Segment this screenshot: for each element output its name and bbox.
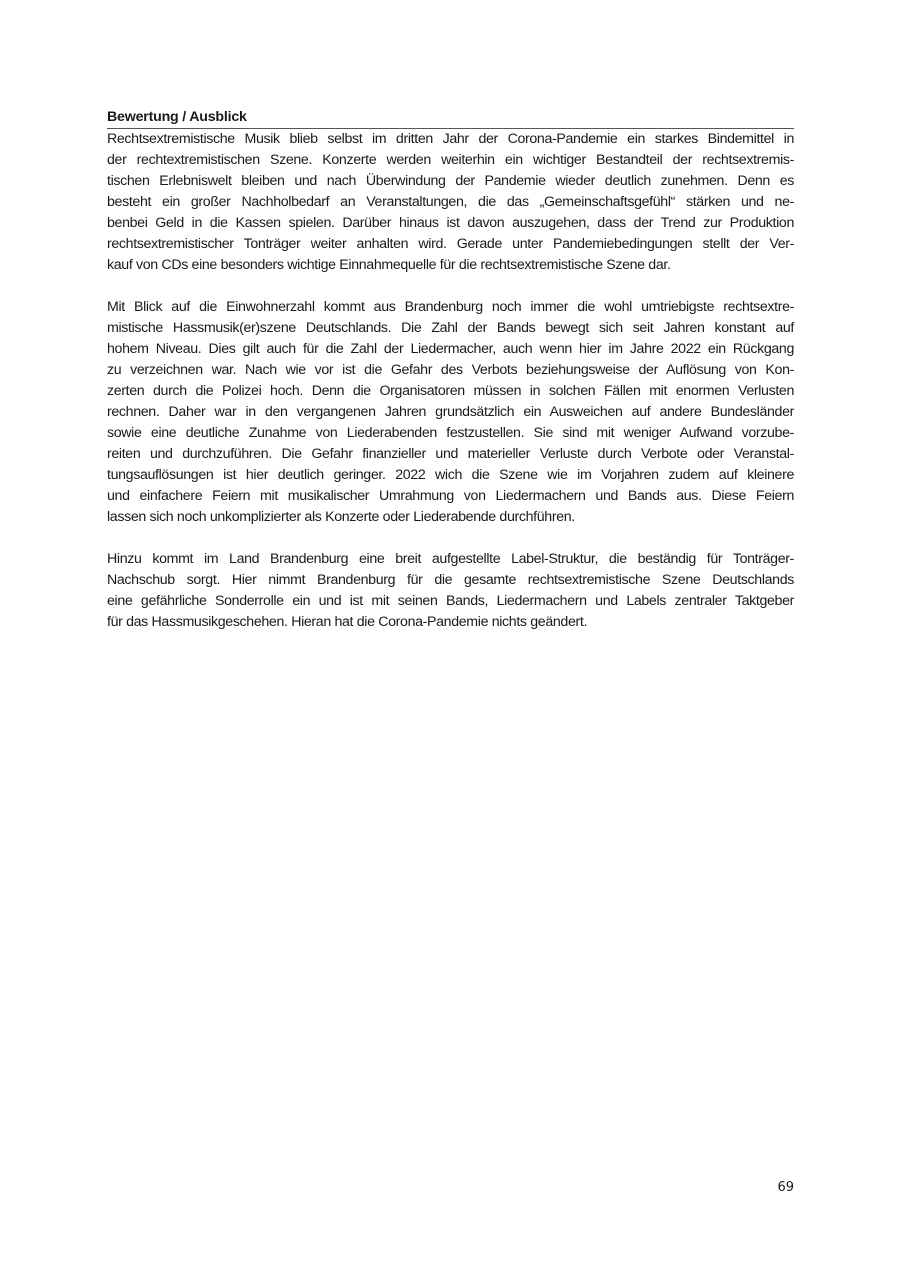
- paragraph-line: kauf von CDs eine besonders wichtige Einnahmequelle für die rechtsextremistische Szene dar.: [107, 257, 671, 273]
- page-number: 69: [777, 1180, 794, 1195]
- paragraph-line: reiten und durchzuführen. Die Gefahr finanzieller und materieller Verluste durch Verbote oder Veranstal-: [107, 446, 794, 462]
- paragraph-line: lassen sich noch unkomplizierter als Konzerte oder Liederabende durchführen.: [107, 509, 575, 525]
- paragraph-line: Nachschub sorgt. Hier nimmt Brandenburg für die gesamte rechtsextremistische Szene Deutschlands: [107, 572, 794, 588]
- paragraph-line: Hinzu kommt im Land Brandenburg eine breit aufgestellte Label-Struktur, die beständig für Tonträger-: [107, 551, 794, 567]
- paragraph-1: [107, 129, 794, 276]
- paragraph-line: besteht ein großer Nachholbedarf an Veranstaltungen, die das „Gemeinschaftsgefühl“ stärken und ne-: [107, 194, 794, 210]
- paragraph-line: Rechtsextremistische Musik blieb selbst im dritten Jahr der Corona-Pandemie ein starkes Bindemittel in: [107, 131, 794, 147]
- paragraph-line: rechtsextremistischer Tonträger weiter anhalten wird. Gerade unter Pandemiebedingungen stellt der Ver-: [107, 236, 794, 252]
- page-content: [107, 107, 794, 633]
- paragraph-line: Mit Blick auf die Einwohnerzahl kommt aus Brandenburg noch immer die wohl umtriebigste rechtsextre-: [107, 299, 794, 315]
- paragraph-line: tischen Erlebniswelt bleiben und nach Überwindung der Pandemie wieder deutlich zunehmen. Denn es: [107, 173, 794, 189]
- paragraph-line: rechnen. Daher war in den vergangenen Jahren grundsätzlich ein Ausweichen auf andere Bundesländer: [107, 404, 794, 420]
- paragraph-line: für das Hassmusikgeschehen. Hieran hat die Corona-Pandemie nichts geändert.: [107, 614, 588, 630]
- paragraph-line: tungsauflösungen ist hier deutlich geringer. 2022 wich die Szene wie im Vorjahren zudem auf kleinere: [107, 467, 794, 483]
- paragraph-3: [107, 549, 794, 633]
- paragraph-line: sowie eine deutliche Zunahme von Liederabenden festzustellen. Sie sind mit weniger Aufwand vorzube-: [107, 425, 794, 441]
- paragraph-2: [107, 297, 794, 528]
- paragraph-line: hohem Niveau. Dies gilt auch für die Zahl der Liedermacher, auch wenn hier im Jahre 2022 ein Rückgang: [107, 341, 794, 357]
- section-heading: Bewertung / Ausblick: [107, 107, 794, 129]
- paragraph-line: eine gefährliche Sonderrolle ein und ist mit seinen Bands, Liedermachern und Labels zentraler Taktgeber: [107, 593, 794, 609]
- paragraph-line: zu verzeichnen war. Nach wie vor ist die Gefahr des Verbots beziehungsweise der Auflösung von Kon-: [107, 362, 794, 378]
- paragraph-line: benbei Geld in die Kassen spielen. Darüber hinaus ist davon auszugehen, dass der Trend zur Produktion: [107, 215, 794, 231]
- paragraph-line: der rechtextremistischen Szene. Konzerte werden weiterhin ein wichtiger Bestandteil der rechtsextremis-: [107, 152, 794, 168]
- paragraph-line: zerten durch die Polizei hoch. Denn die Organisatoren müssen in solchen Fällen mit enormen Verlusten: [107, 383, 794, 399]
- paragraph-line: und einfachere Feiern mit musikalischer Umrahmung von Liedermachern und Bands aus. Diese Feiern: [107, 488, 794, 504]
- paragraph-line: mistische Hassmusik(er)szene Deutschlands. Die Zahl der Bands bewegt sich seit Jahren konstant auf: [107, 320, 794, 336]
